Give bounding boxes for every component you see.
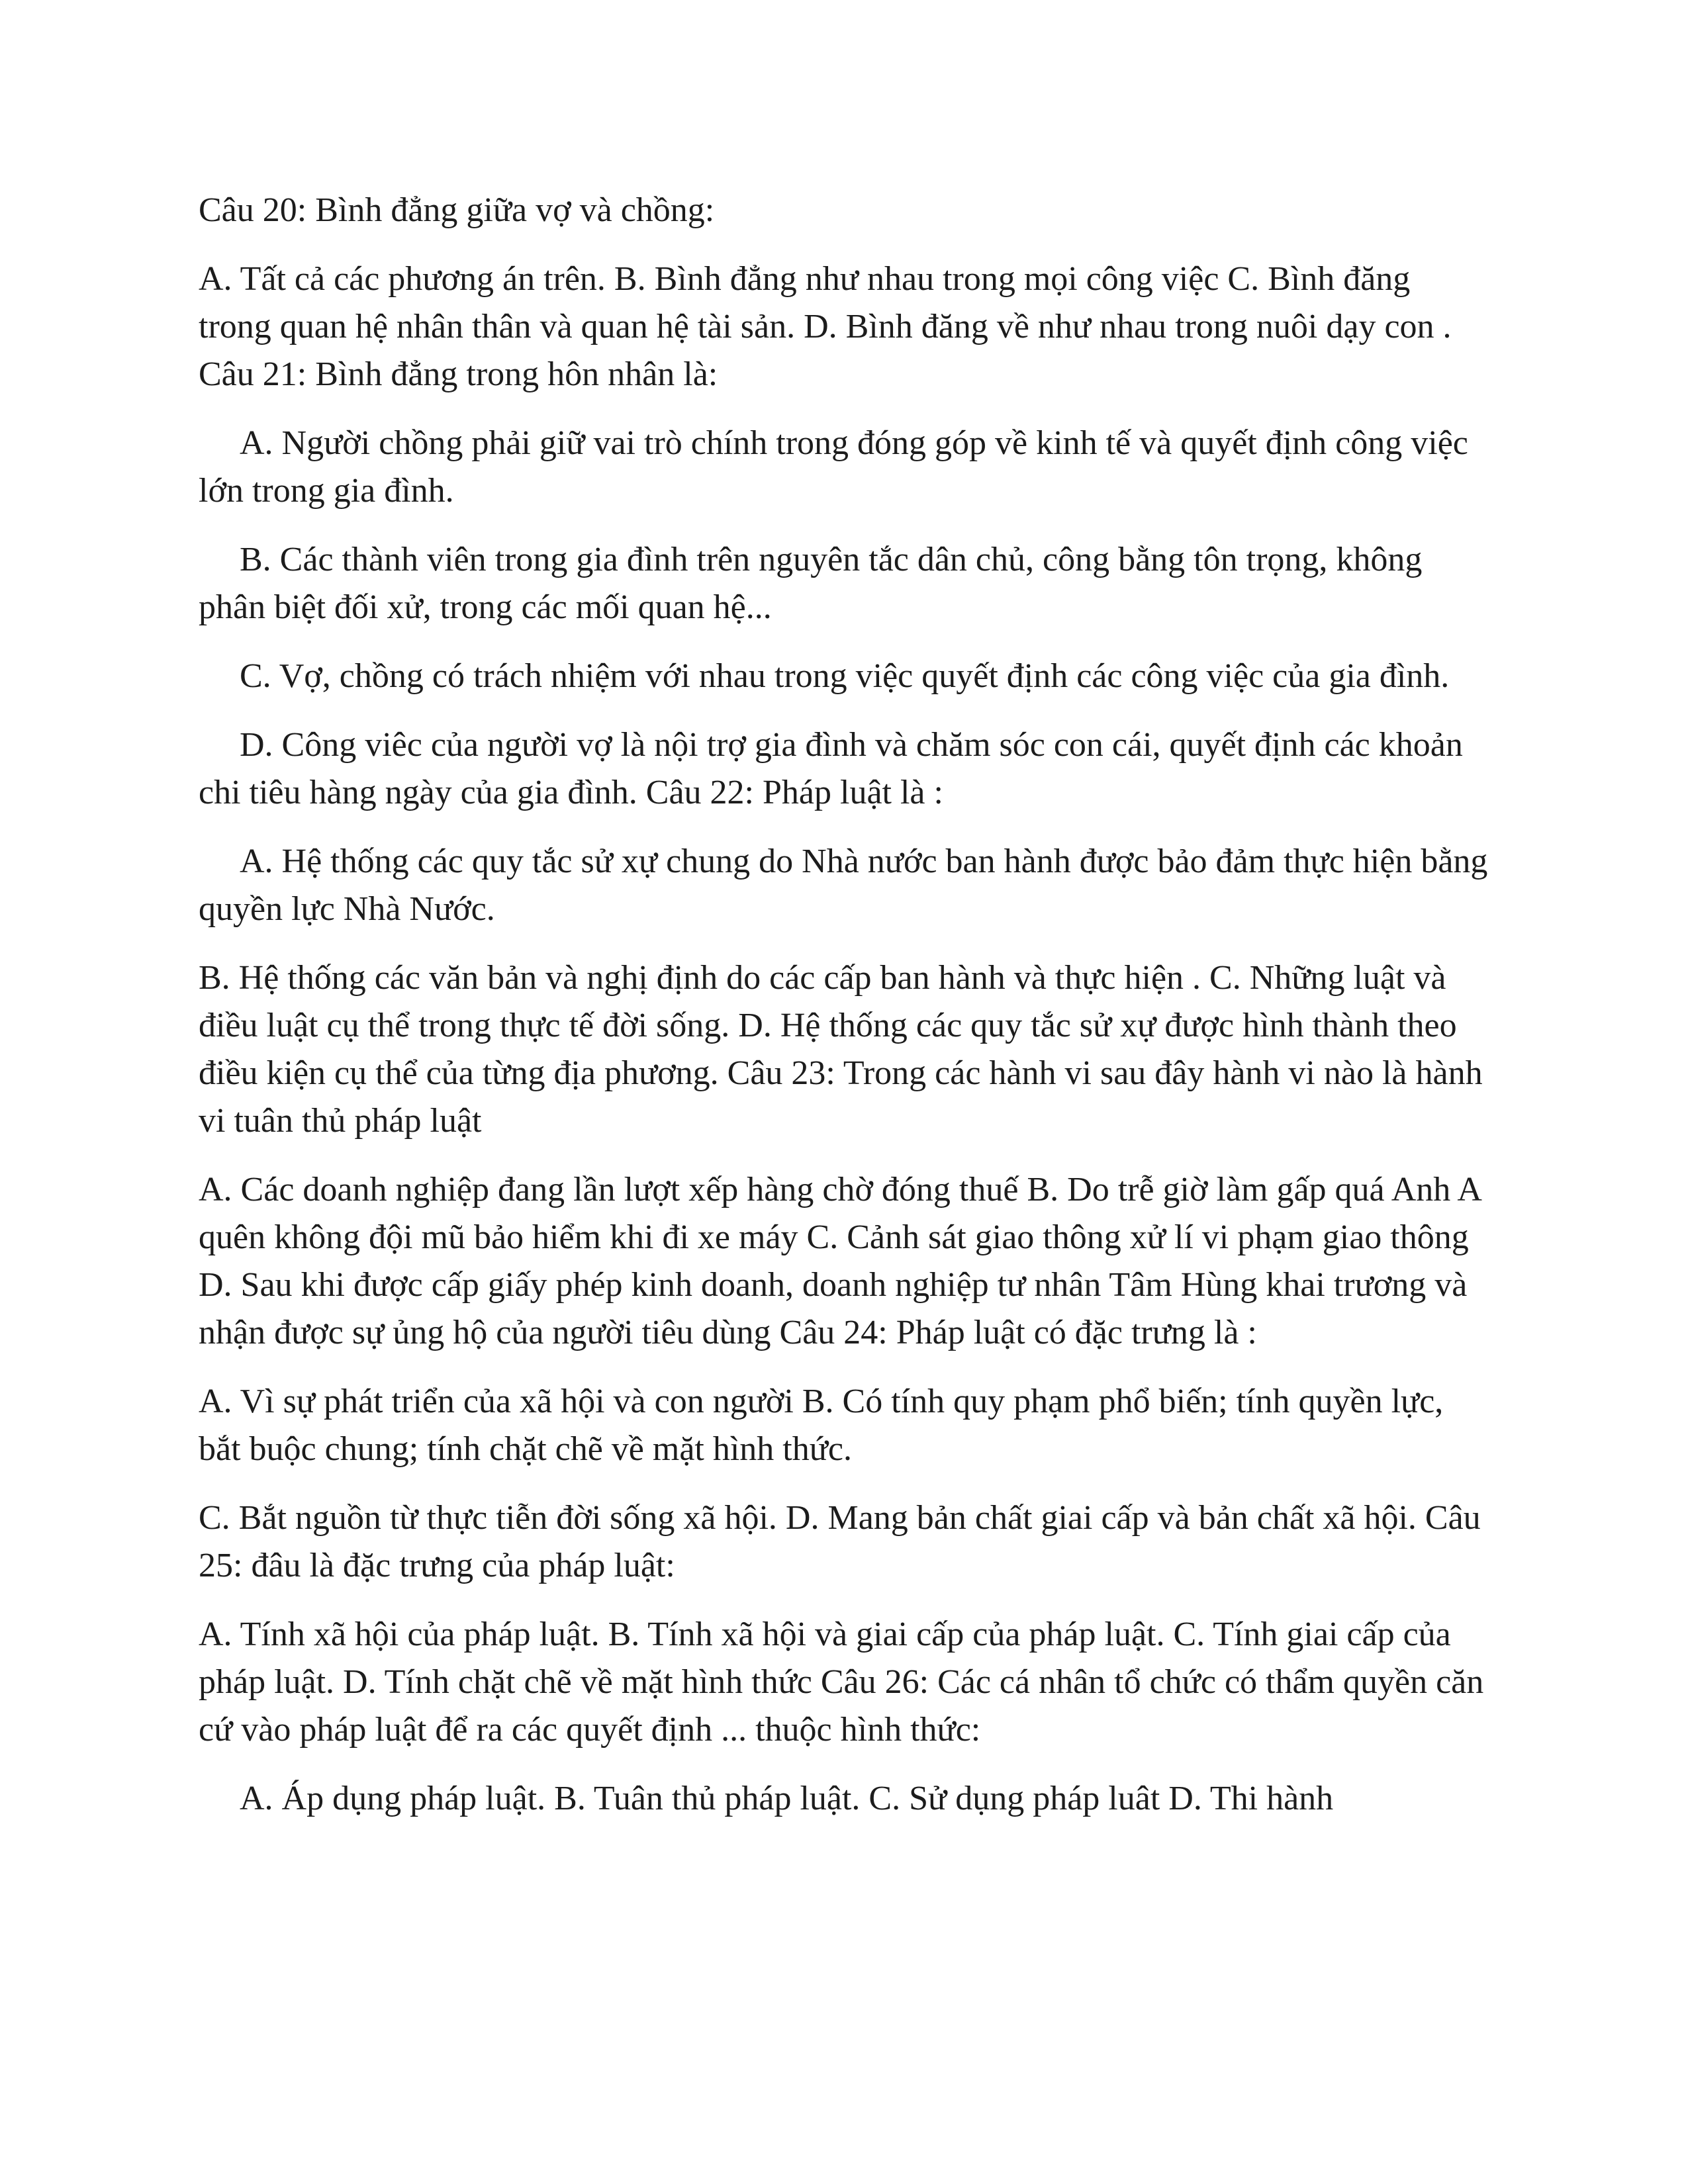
question-26-options: A. Áp dụng pháp luật. B. Tuân thủ pháp luật. C. Sử dụng pháp luât D. Thi hành bbox=[240, 1780, 1334, 1817]
question-20-heading: Câu 20: Bình đẳng giữa vợ và chồng: bbox=[199, 191, 715, 229]
question-21-option-c: C. Vợ, chồng có trách nhiệm với nhau trong việc quyết định các công việc của gia đình. bbox=[240, 657, 1450, 695]
question-22-options-bcd: B. Hệ thống các văn bản và nghị định do các cấp ban hành và thực hiện . C. Những luật và điều luật cụ thể trong thực tế đời sống. D. Hệ thống các quy tắc sử xự được hình thành theo điều kiện cụ thể của từng địa phương. Câu 23: Trong các hành vi sau đây hành vi nào là hành vi tuân thủ pháp luật bbox=[199, 959, 1483, 1140]
question-21-option-a: A. Người chồng phải giữ vai trò chính trong đóng góp về kinh tế và quyết định công việc lớn trong gia đình. bbox=[199, 424, 1468, 510]
question-22-option-a: A. Hệ thống các quy tắc sử xự chung do Nhà nước ban hành được bảo đảm thực hiện bằng quyền lực Nhà Nước. bbox=[199, 842, 1488, 928]
question-20-options: A. Tất cả các phương án trên. B. Bình đẳng như nhau trong mọi công việc C. Bình đăng trong quan hệ nhân thân và quan hệ tài sản. D. Bình đăng về như nhau trong nuôi dạy con . Câu 21: Bình đẳng trong hôn nhân là: bbox=[199, 260, 1452, 393]
question-23-options: A. Các doanh nghiệp đang lần lượt xếp hàng chờ đóng thuế B. Do trễ giờ làm gấp quá Anh A quên không đội mũ bảo hiểm khi đi xe máy C. Cảnh sát giao thông xử lí vi phạm giao thông D. Sau khi được cấp giấy phép kinh doanh, doanh nghiệp tư nhân Tâm Hùng khai trương và nhận được sự ủng hộ của người tiêu dùng Câu 24: Pháp luật có đặc trưng là : bbox=[199, 1171, 1481, 1351]
question-24-options-cd: C. Bắt nguồn từ thực tiễn đời sống xã hội. D. Mang bản chất giai cấp và bản chất xã hội. Câu 25: đâu là đặc trưng của pháp luật: bbox=[199, 1499, 1481, 1584]
question-24-options-ab: A. Vì sự phát triển của xã hội và con người B. Có tính quy phạm phổ biến; tính quyền lực, bắt buộc chung; tính chặt chẽ về mặt hình thức. bbox=[199, 1383, 1444, 1468]
question-21-option-b: B. Các thành viên trong gia đình trên nguyên tắc dân chủ, công bằng tôn trọng, không phân biệt đối xử, trong các mối quan hệ... bbox=[199, 541, 1423, 626]
document-body bbox=[199, 187, 1489, 1844]
question-25-options: A. Tính xã hội của pháp luật. B. Tính xã hội và giai cấp của pháp luật. C. Tính giai cấp của pháp luật. D. Tính chặt chẽ về mặt hình thức Câu 26: Các cá nhân tổ chức có thẩm quyền căn cứ vào pháp luật để ra các quyết định ... thuộc hình thức: bbox=[199, 1615, 1484, 1749]
question-21-option-d: D. Công viêc của người vợ là nội trợ gia đình và chăm sóc con cái, quyết định các khoản chi tiêu hàng ngày của gia đình. Câu 22: Pháp luật là : bbox=[199, 726, 1463, 811]
